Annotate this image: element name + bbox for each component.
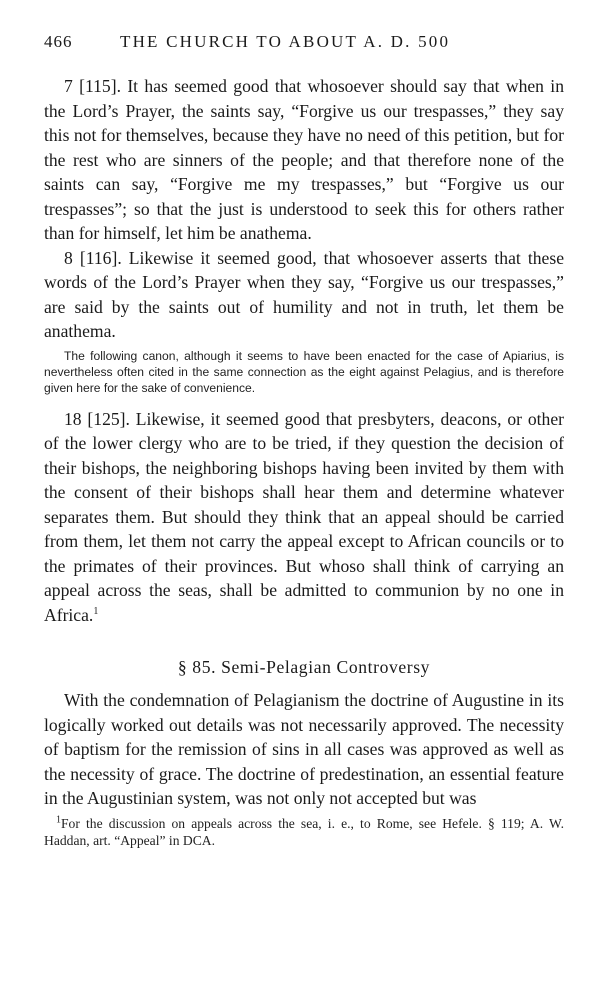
- page-number: 466: [44, 32, 73, 51]
- section-heading: § 85. Semi-Pelagian Controversy: [177, 657, 431, 678]
- canon-18-text: 18 [125]. Likewise, it seemed good that presbyters, deacons, or other of the lower clergy who are to be tried, if they question the decision of their bishops, the neighboring bishops having been invited by them with the consent of their bishops shall hear them and determine whatever separates them. But should they think that an appeal should be carried from them, let them not carry the appeal except to African councils or to the primates of their provinces. But whoso shall think of carrying an appeal across the seas, shall be admitted to communion by no one in Africa.: [44, 408, 564, 625]
- running-title: THE CHURCH TO ABOUT A. D. 500: [120, 32, 451, 51]
- editorial-note: The following canon, although it seems to have been enacted for the case of Apiarius, is nevertheless often cited in the same connection as the eight against Pelagius, and is therefore given here for the sake of convenience.: [44, 348, 564, 396]
- canon-8-paragraph: 8 [116]. Likewise it seemed good, that whosoever asserts that these words of the Lord’s Prayer when they say, “Forgive us our trespasses,” are said by the saints out of humility and not in truth, let them be anathema.: [44, 247, 564, 341]
- running-header: [44, 32, 564, 60]
- page-body: [44, 74, 564, 850]
- canon-18-paragraph: [44, 407, 564, 628]
- section-85-paragraph: With the condemnation of Pelagianism the doctrine of Augustine in its logically worked out details was not necessarily approved. The necessity of baptism for the remission of sins in all cases was approved as well as the necessity of grace. The doctrine of predestination, an essential feature in the Augustinian system, was not only not accepted but was: [44, 690, 564, 809]
- footnote-reference: 1: [93, 605, 99, 617]
- footnote-marker: 1: [56, 814, 61, 826]
- canon-7-paragraph: 7 [115]. It has seemed good that whosoever should say that when in the Lord’s Prayer, the saints say, “Forgive us our trespasses,” they say this not for themselves, because they have no need of this petition, but for the rest who are sinners of the people; and that therefore none of the saints can say, “Forgive me my trespasses,” but “Forgive us our trespasses”; so that the just is understood to seek this for others rather than for himself, let him be anathema.: [44, 76, 564, 243]
- footnote: [44, 815, 564, 850]
- footnote-text: For the discussion on appeals across the sea, i. e., to Rome, see Hefele. § 119; A. W. Haddan, art. “Appeal” in DCA.: [44, 815, 564, 849]
